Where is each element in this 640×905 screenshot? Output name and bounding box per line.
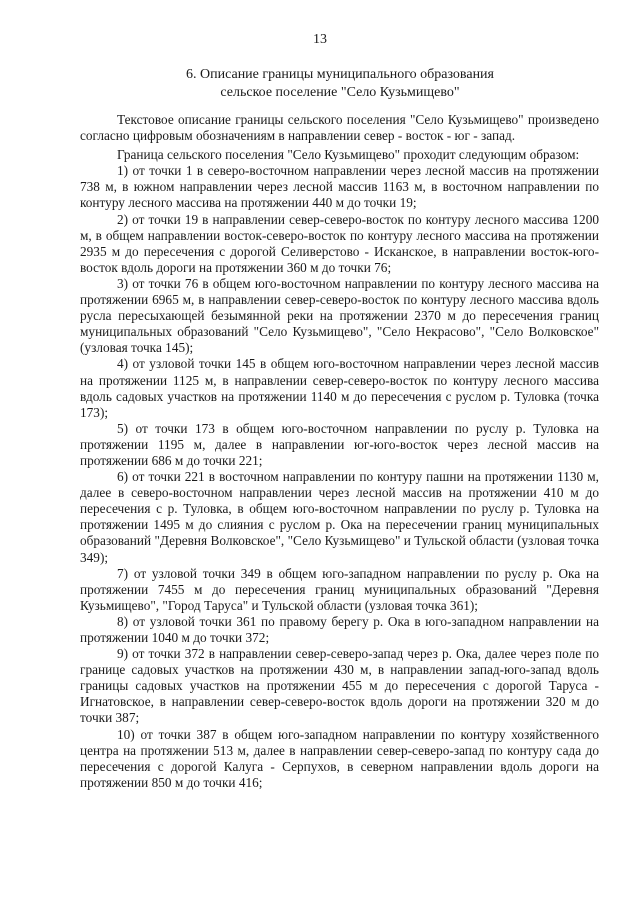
- section-heading-line-1: 6. Описание границы муниципального образования: [186, 67, 494, 82]
- paragraph-item-3: 3) от точки 76 в общем юго-восточном направлении по контуру лесного массива на протяжении 6965 м, в направлении север-северо-восток по контуру лесного массива вдоль русла пересыхающей безымянной реки на протяжении 2370 м до пересечения границ муниципальных образований "Село Кузьмищево", "Село Некрасово", "Село Волковское" (узловая точка 145);: [80, 275, 599, 356]
- paragraph-item-9: 9) от точки 372 в направлении север-северо-запад через р. Ока, далее через поле по границе садовых участков на протяжении 430 м, в направлении запад-юго-запад вдоль границы садовых участков на протяжении 455 м до пересечения с дорогой Таруса - Игнатовское, в направлении север-северо-восток вдоль дороги на протяжении 320 м до точки 387;: [80, 646, 599, 726]
- paragraph-item-8: 8) от узловой точки 361 по правому берегу р. Ока в юго-западном направлении на протяжении 1040 м до точки 372;: [80, 613, 599, 645]
- section-heading: [80, 66, 600, 101]
- paragraph-lead: Граница сельского поселения "Село Кузьмищево" проходит следующим образом:: [117, 147, 580, 163]
- paragraph-intro: Текстовое описание границы сельского поселения "Село Кузьмищево" произведено согласно цифровым обозначениям в направлении север - восток - юг - запад.: [80, 112, 599, 144]
- paragraph-item-6: 6) от точки 221 в восточном направлении по контуру пашни на протяжении 1130 м, далее в северо-восточном направлении через лесной массив на протяжении 410 м до пересечения с р. Туловка, в общем юго-восточном направлении по руслу р. Туловка на протяжении 1495 м до слияния с руслом р. Ока на пересечении границ муниципальных образований "Деревня Волковское", "Село Кузьмищево" и Тульской области (узловая точка 349);: [80, 469, 599, 565]
- document-body: [80, 112, 599, 791]
- paragraph-item-2: 2) от точки 19 в направлении север-северо-восток по контуру лесного массива 1200 м, в общем направлении восток-северо-восток по контуру лесного массива на протяжении 2935 м до пересечения с дорогой Селиверстово - Исканское, в направлении восток-юго-восток вдоль дороги на протяжении 360 м до точки 76;: [80, 211, 599, 275]
- paragraph-item-4: 4) от узловой точки 145 в общем юго-восточном направлении через лесной массив на протяжении 1125 м, в направлении север-северо-восток по контуру лесного массива вдоль садовых участков на протяжении 1140 м до пересечения с руслом р. Туловка (точка 173);: [80, 356, 599, 420]
- paragraph-item-7: 7) от узловой точки 349 в общем юго-западном направлении по руслу р. Ока на протяжении 7455 м до пересечения границ муниципальных образований "Деревня Кузьмищево", "Город Таруса" и Тульской области (узловая точка 361);: [80, 565, 599, 613]
- paragraph-item-1: 1) от точки 1 в северо-восточном направлении через лесной массив на протяжении 738 м, в южном направлении через лесной массив 1163 м, в восточном направлении по контуру лесного массива на протяжении 440 м до точки 19;: [80, 163, 599, 211]
- paragraph-item-5: 5) от точки 173 в общем юго-восточном направлении по руслу р. Туловка на протяжении 1195 м, далее в направлении юг-юго-восток через лесной массив на протяжении 686 м до точки 221;: [80, 420, 599, 468]
- section-heading-line-2: сельское поселение "Село Кузьмищево": [220, 84, 460, 100]
- paragraph-item-10: 10) от точки 387 в общем юго-западном направлении по контуру хозяйственного центра на протяжении 513 м, далее в направлении север-северо-запад по контуру сада до пересечения с дорогой Калуга - Серпухов, в северном направлении вдоль дороги на протяжении 850 м до точки 416;: [80, 726, 599, 790]
- page-number: 13: [313, 32, 327, 47]
